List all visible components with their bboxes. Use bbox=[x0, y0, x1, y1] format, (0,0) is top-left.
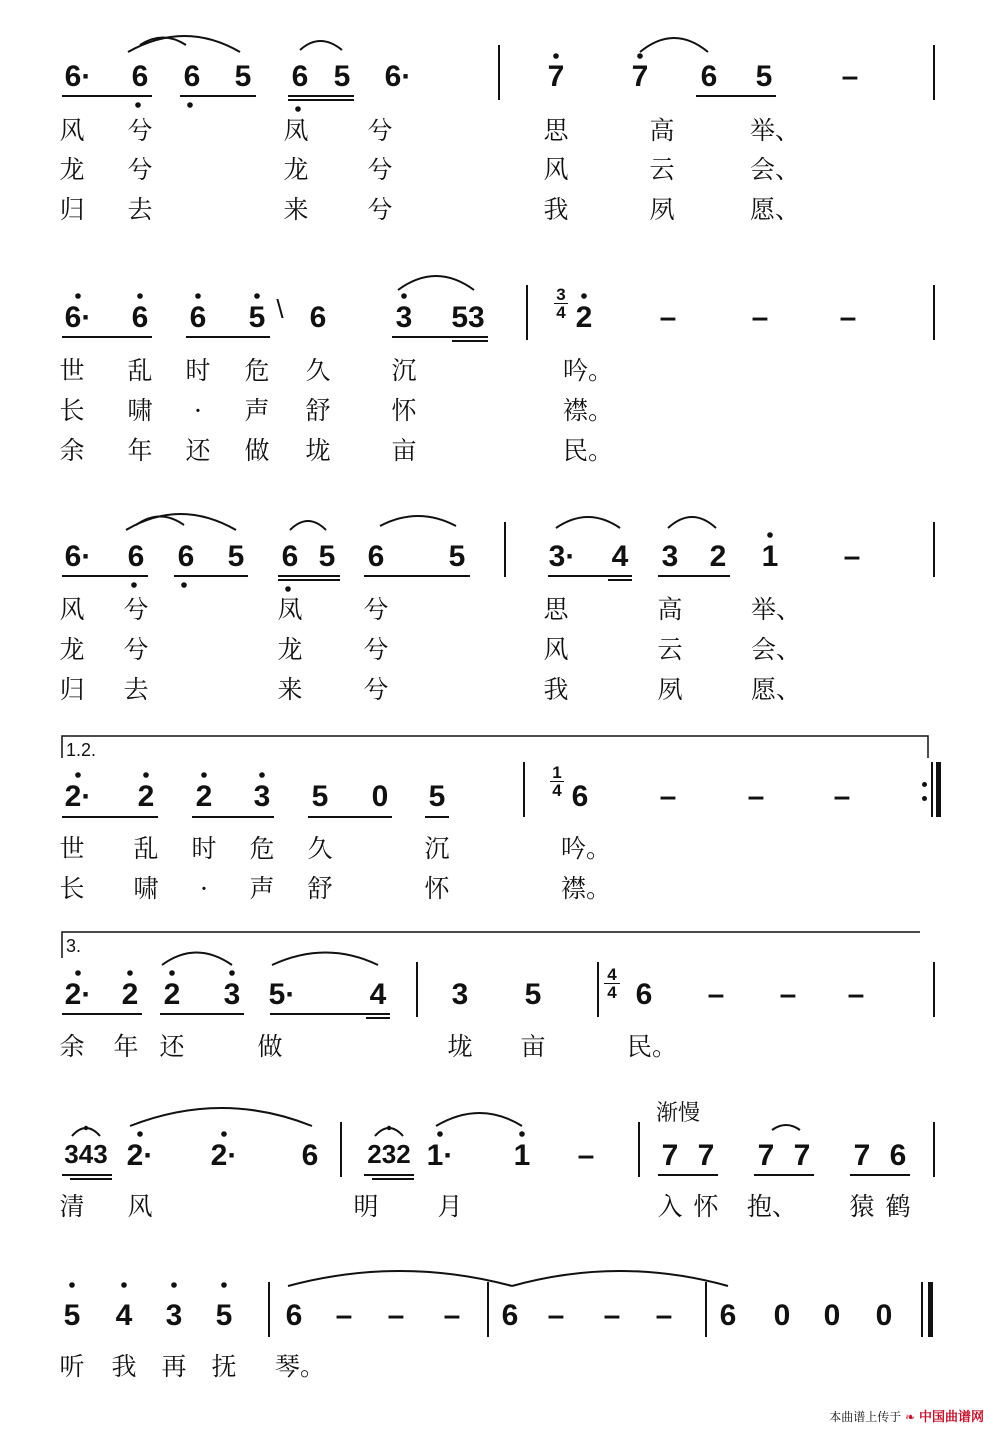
lyric: 兮 bbox=[127, 155, 153, 184]
note: – bbox=[603, 1299, 621, 1332]
lyric: 兮 bbox=[367, 195, 393, 224]
note: 6· bbox=[64, 301, 92, 334]
note: 5 bbox=[311, 780, 329, 813]
note: 6 bbox=[571, 780, 589, 813]
note: 5 bbox=[215, 1299, 233, 1332]
note: 7 bbox=[661, 1139, 679, 1172]
note: 5 bbox=[227, 540, 245, 573]
lyric: 亩 bbox=[391, 436, 417, 465]
note: 4 bbox=[115, 1299, 133, 1332]
lyric: 年 bbox=[127, 436, 153, 465]
lyric: 时 bbox=[191, 834, 217, 863]
note: 2 bbox=[121, 978, 139, 1011]
lyric: 年 bbox=[113, 1032, 139, 1061]
note: 7 bbox=[757, 1139, 775, 1172]
lyric: 来 bbox=[283, 195, 309, 224]
footer-credit bbox=[829, 1406, 984, 1425]
note: 6· bbox=[384, 60, 412, 93]
lyric: 久 bbox=[307, 834, 333, 863]
site-name: 中国曲谱网 bbox=[918, 1410, 984, 1425]
lyric: 乱 bbox=[127, 356, 153, 385]
volta-label: 1.2. bbox=[66, 740, 97, 760]
volta-label: 3. bbox=[66, 936, 82, 956]
lyric: 龙 bbox=[277, 635, 303, 664]
note: 6 bbox=[281, 540, 299, 573]
note: 3· bbox=[548, 540, 576, 573]
tempo-marking: 渐慢 bbox=[656, 1101, 701, 1126]
note: 53 bbox=[451, 301, 485, 334]
slurs bbox=[72, 36, 800, 1286]
lyric: 归 bbox=[59, 675, 85, 704]
note: 7 bbox=[697, 1139, 715, 1172]
lyric: 风 bbox=[543, 635, 569, 664]
note: – bbox=[779, 978, 797, 1011]
lyric: 琴。 bbox=[274, 1352, 326, 1381]
lyric: 龙 bbox=[283, 155, 309, 184]
note: 7 bbox=[631, 60, 649, 93]
time-sig-top: 4 bbox=[607, 965, 617, 984]
lyric: 世 bbox=[59, 356, 85, 385]
note: 343 bbox=[64, 1139, 108, 1169]
lyric: 思 bbox=[543, 116, 569, 145]
note: – bbox=[659, 780, 677, 813]
lyric: 还 bbox=[159, 1032, 185, 1061]
note: – bbox=[387, 1299, 405, 1332]
note: 6 bbox=[301, 1139, 319, 1172]
lyric: 吟。 bbox=[560, 834, 612, 863]
lyric: 入 bbox=[657, 1192, 683, 1221]
lyric: · bbox=[194, 396, 202, 425]
lyric: 抱、 bbox=[746, 1192, 798, 1221]
lyric: 高 bbox=[657, 595, 683, 624]
lyric: 兮 bbox=[363, 635, 389, 664]
volta-brackets bbox=[62, 736, 928, 958]
note: 2· bbox=[64, 780, 92, 813]
lyric: 月 bbox=[437, 1192, 463, 1221]
lyric: 舒 bbox=[307, 874, 333, 903]
lyric: 兮 bbox=[123, 635, 149, 664]
note: 5 bbox=[234, 60, 252, 93]
note: 2 bbox=[137, 780, 155, 813]
note: 6 bbox=[889, 1139, 907, 1172]
note: 3 bbox=[223, 978, 241, 1011]
lyric: 举、 bbox=[749, 116, 801, 145]
note: 1· bbox=[426, 1139, 454, 1172]
lyric: 我 bbox=[543, 195, 569, 224]
lyric: 垅 bbox=[447, 1032, 473, 1061]
lyric: 去 bbox=[123, 675, 149, 704]
note: 0 bbox=[773, 1299, 791, 1332]
lyric: 愿、 bbox=[750, 675, 802, 704]
note: 1 bbox=[761, 540, 779, 573]
note: 6· bbox=[64, 540, 92, 573]
lyric: 夙 bbox=[649, 195, 675, 224]
lyric: 啸 bbox=[133, 874, 159, 903]
note: – bbox=[443, 1299, 461, 1332]
lyric: 久 bbox=[305, 356, 331, 385]
lyric: 声 bbox=[244, 396, 270, 425]
lyric: 做 bbox=[244, 436, 270, 465]
lyric: 兮 bbox=[363, 675, 389, 704]
lyric: 兮 bbox=[123, 595, 149, 624]
note: 6· bbox=[64, 60, 92, 93]
note: 1 bbox=[513, 1139, 531, 1172]
lyric: 夙 bbox=[657, 675, 683, 704]
note: 5 bbox=[63, 1299, 81, 1332]
note: 6 bbox=[367, 540, 385, 573]
lyric: 世 bbox=[59, 834, 85, 863]
note: – bbox=[547, 1299, 565, 1332]
lyric: 鹤 bbox=[885, 1192, 911, 1221]
note: – bbox=[751, 301, 769, 334]
lyric: 还 bbox=[185, 436, 211, 465]
note: 2 bbox=[163, 978, 181, 1011]
note: 6 bbox=[131, 301, 149, 334]
lyric: 声 bbox=[249, 874, 275, 903]
site-logo-icon: ❧ bbox=[905, 1410, 916, 1424]
note: 5 bbox=[448, 540, 466, 573]
lyric: 愿、 bbox=[749, 195, 801, 224]
note: 2 bbox=[575, 301, 593, 334]
note: 2 bbox=[709, 540, 727, 573]
note: 6 bbox=[501, 1299, 519, 1332]
note: 3 bbox=[253, 780, 271, 813]
lyric: 沉 bbox=[391, 356, 417, 385]
lyric: 沉 bbox=[424, 834, 450, 863]
note: 6 bbox=[309, 301, 327, 334]
note: 0 bbox=[823, 1299, 841, 1332]
note: 4 bbox=[369, 978, 387, 1011]
note: 6 bbox=[177, 540, 195, 573]
time-sig-top: 1 bbox=[552, 763, 562, 782]
note: 7 bbox=[547, 60, 565, 93]
note: 2 bbox=[195, 780, 213, 813]
note: 7 bbox=[853, 1139, 871, 1172]
lyric: 舒 bbox=[305, 396, 331, 425]
note: 5 bbox=[248, 301, 266, 334]
note: – bbox=[747, 780, 765, 813]
note: – bbox=[655, 1299, 673, 1332]
lyric: 怀 bbox=[424, 874, 450, 903]
lyric: 兮 bbox=[127, 116, 153, 145]
lyric: · bbox=[200, 874, 208, 903]
lyric: 思 bbox=[543, 595, 569, 624]
note: – bbox=[335, 1299, 353, 1332]
lyric: 再 bbox=[161, 1352, 187, 1381]
uploader-text: 本曲谱上传于 bbox=[829, 1410, 902, 1424]
note: 2· bbox=[64, 978, 92, 1011]
lyric: 猿 bbox=[849, 1192, 875, 1221]
lyric: 来 bbox=[277, 675, 303, 704]
lyric: 风 bbox=[59, 116, 85, 145]
lyric: 吟。 bbox=[562, 356, 614, 385]
note: – bbox=[839, 301, 857, 334]
lyric: 去 bbox=[127, 195, 153, 224]
note: 2· bbox=[126, 1139, 154, 1172]
note: 232 bbox=[367, 1139, 411, 1169]
note: 7 bbox=[793, 1139, 811, 1172]
lyric: 凤 bbox=[277, 595, 303, 624]
note: 3 bbox=[165, 1299, 183, 1332]
lyric: 做 bbox=[257, 1032, 283, 1061]
note: – bbox=[843, 540, 861, 573]
note: 5 bbox=[755, 60, 773, 93]
lyric: 龙 bbox=[59, 155, 85, 184]
lyric: 听 bbox=[59, 1352, 85, 1381]
lyric: 风 bbox=[543, 155, 569, 184]
note: – bbox=[659, 301, 677, 334]
lyric: 龙 bbox=[59, 635, 85, 664]
lyric: 长 bbox=[59, 874, 85, 903]
lyric: 凤 bbox=[283, 116, 309, 145]
lyric: 兮 bbox=[367, 116, 393, 145]
note: – bbox=[833, 780, 851, 813]
lyric: 乱 bbox=[133, 834, 159, 863]
lyric: 亩 bbox=[520, 1032, 546, 1061]
lyric: 时 bbox=[185, 356, 211, 385]
lyric: 兮 bbox=[367, 155, 393, 184]
lyric: 明 bbox=[353, 1192, 379, 1221]
lyric: 我 bbox=[543, 675, 569, 704]
note: 6 bbox=[131, 60, 149, 93]
lyric: 云 bbox=[649, 155, 675, 184]
note: 6 bbox=[291, 60, 309, 93]
time-sig-top: 3 bbox=[556, 285, 566, 304]
lyric: 我 bbox=[111, 1352, 137, 1381]
note: 6 bbox=[635, 978, 653, 1011]
lyric: 怀 bbox=[693, 1192, 719, 1221]
lyric: 会、 bbox=[750, 635, 802, 664]
note: 3 bbox=[451, 978, 469, 1011]
note: 6 bbox=[183, 60, 201, 93]
lyric: 抚 bbox=[211, 1352, 237, 1381]
note: 5 bbox=[333, 60, 351, 93]
note: – bbox=[707, 978, 725, 1011]
note: 5 bbox=[428, 780, 446, 813]
note: 3 bbox=[395, 301, 413, 334]
lyric: 余 bbox=[59, 436, 85, 465]
note: 6 bbox=[719, 1299, 737, 1332]
lyric: 危 bbox=[249, 834, 275, 863]
note: 2· bbox=[210, 1139, 238, 1172]
note: \ bbox=[276, 294, 284, 324]
lyric: 云 bbox=[657, 635, 683, 664]
lyric: 余 bbox=[59, 1032, 85, 1061]
note: 5· bbox=[268, 978, 296, 1011]
lyric: 长 bbox=[59, 396, 85, 425]
note: 6 bbox=[285, 1299, 303, 1332]
lyric: 兮 bbox=[363, 595, 389, 624]
note: 0 bbox=[875, 1299, 893, 1332]
lyric: 高 bbox=[649, 116, 675, 145]
note: 6 bbox=[189, 301, 207, 334]
note: 6 bbox=[700, 60, 718, 93]
lyric: 襟。 bbox=[562, 396, 614, 425]
lyric: 垅 bbox=[305, 436, 331, 465]
note: – bbox=[841, 60, 859, 93]
lyric: 会、 bbox=[749, 155, 801, 184]
note: 4 bbox=[611, 540, 629, 573]
octave-dots bbox=[69, 53, 773, 1288]
time-sig-bottom: 4 bbox=[550, 781, 564, 799]
time-sig-bottom: 4 bbox=[604, 983, 620, 1001]
note: 3 bbox=[661, 540, 679, 573]
time-sig-bottom: 4 bbox=[554, 303, 568, 321]
lyric: 归 bbox=[59, 195, 85, 224]
lyric: 清 bbox=[59, 1192, 85, 1221]
note: – bbox=[577, 1139, 595, 1172]
lyric: 襟。 bbox=[560, 874, 612, 903]
lyric: 举、 bbox=[750, 595, 802, 624]
note: 6 bbox=[127, 540, 145, 573]
note: 5 bbox=[318, 540, 336, 573]
note: 0 bbox=[371, 780, 389, 813]
note: 5 bbox=[524, 978, 542, 1011]
lyric: 怀 bbox=[391, 396, 417, 425]
lyric: 危 bbox=[244, 356, 270, 385]
lyric: 啸 bbox=[127, 396, 153, 425]
lyric: 民。 bbox=[562, 436, 614, 465]
lyric: 风 bbox=[127, 1192, 153, 1221]
lyric: 风 bbox=[59, 595, 85, 624]
lyric: 民。 bbox=[626, 1032, 678, 1061]
note: – bbox=[847, 978, 865, 1011]
